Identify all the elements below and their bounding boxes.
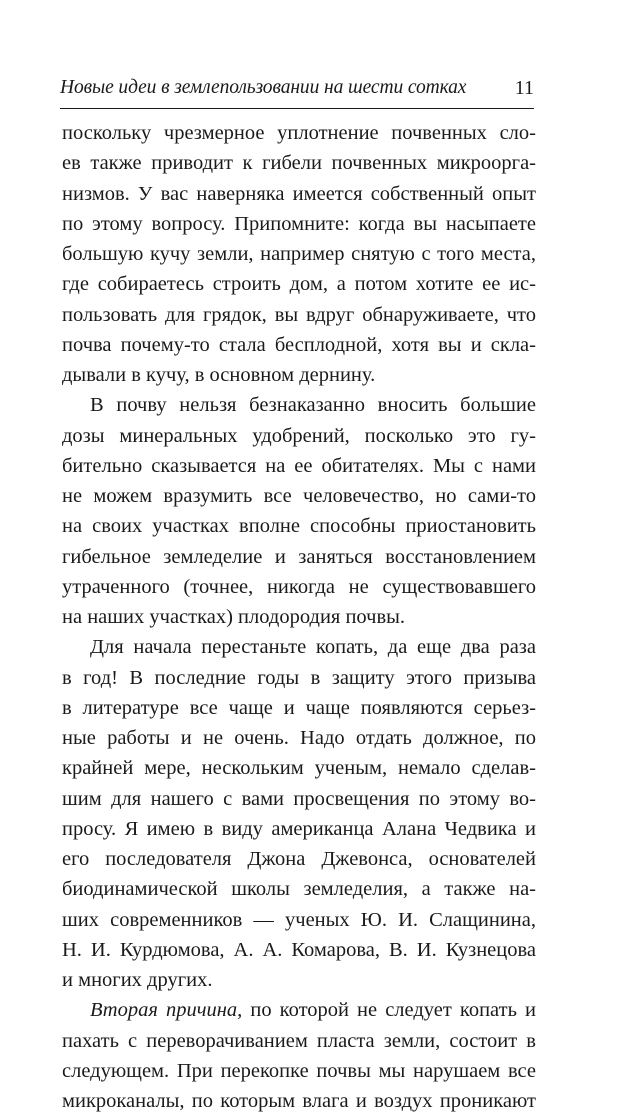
emphasis-lead: Вторая причина, xyxy=(90,999,243,1022)
text-line: его последователя Джона Джевонса, основателей xyxy=(62,848,536,870)
text-line: гибельное земледелие и заняться восстановлением xyxy=(62,545,536,568)
text-line: ев также приводит к гибели почвенных микроорга- xyxy=(62,152,536,175)
text-line: бительно сказывается на ее обитателях. Мы с нами xyxy=(62,454,536,477)
text-line: низмов. У вас наверняка имеется собственный опыт xyxy=(62,182,536,205)
text-line: шим для нашего с вами просвещения по этому во- xyxy=(62,787,536,810)
text-line: на своих участках вполне способны приостановить xyxy=(62,515,536,538)
text-line: большую кучу земли, например снятую с того места, xyxy=(62,243,536,265)
text-line: пользовать для грядок, вы вдруг обнаруживаете, что xyxy=(62,303,536,326)
text-line: и многих других. xyxy=(62,969,213,991)
text-line: не можем вразумить все человечество, но сами-то xyxy=(62,485,536,507)
text-line: по этому вопросу. Припомните: когда вы насыпаете xyxy=(62,212,536,235)
text-line: Н. И. Курдюмова, А. А. Комарова, В. И. Кузнецова xyxy=(62,938,536,961)
text-line: просу. Я имею в виду американца Алана Чедвика и xyxy=(62,817,536,840)
text-line: утраченного (точнее, никогда не существовавшего xyxy=(62,575,536,598)
text-line: микроканалы, по которым влага и воздух проникают xyxy=(62,1090,536,1112)
running-title: Новые идеи в землепользовании на шести сотках xyxy=(60,77,467,98)
body-text xyxy=(62,118,536,1116)
text-line: Для начала перестаньте копать, да еще два раза xyxy=(90,636,536,659)
text-line: следующем. При перекопке почвы мы нарушаем все xyxy=(62,1059,536,1082)
page-number: 11 xyxy=(514,77,534,99)
text-line: В почву нельзя безнаказанно вносить большие xyxy=(90,394,536,417)
text-line: в год! В последние годы в защиту этого призыва xyxy=(62,666,536,689)
text-line: биодинамической школы земледелия, а также на- xyxy=(62,878,536,901)
text-line: почва почему-то стала бесплодной, хотя вы и скла- xyxy=(62,333,536,356)
text-line: дозы минеральных удобрений, посколько это гу- xyxy=(62,424,536,447)
text-line-rest: по которой не следует копать и xyxy=(250,999,536,1022)
text-line: ших современников — ученых Ю. И. Слащинина, xyxy=(62,908,536,931)
text-line: поскольку чрезмерное уплотнение почвенных сло- xyxy=(62,122,536,144)
running-head xyxy=(60,74,534,102)
text-line: в литературе все чаще и чаще появляются серьез- xyxy=(62,696,536,719)
text-line: ные работы и не очень. Надо отдать должное, по xyxy=(62,727,536,749)
text-line: пахать с переворачиванием пласта земли, состоит в xyxy=(62,1029,536,1052)
text-line: дывали в кучу, в основном дернину. xyxy=(62,364,376,386)
text-line: крайней мере, нескольким ученым, немало сделав- xyxy=(62,757,536,780)
text-line: где собираетесь строить дом, а потом хотите ее ис- xyxy=(62,273,536,296)
text-line: на наших участках) плодородия почвы. xyxy=(62,606,406,628)
header-rule xyxy=(60,108,534,109)
